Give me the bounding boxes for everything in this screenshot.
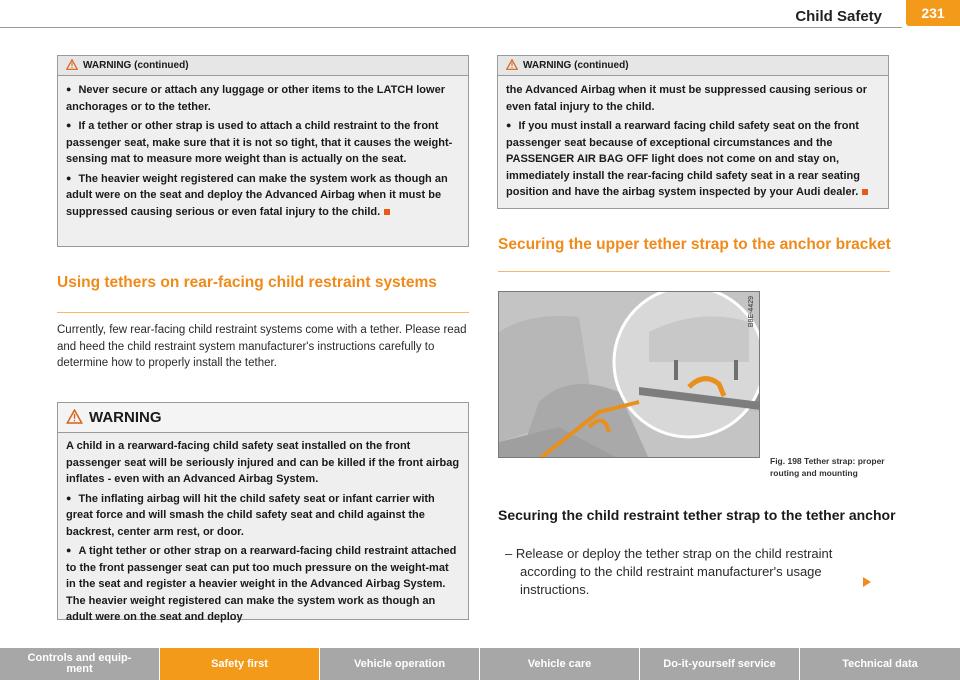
warning-header — [58, 56, 468, 76]
heading-rule — [57, 312, 469, 313]
section-heading: Securing the child restraint tether strap to the tether anchor — [498, 507, 896, 523]
tab-vehicle-operation[interactable]: Vehicle operation — [320, 648, 480, 680]
continue-arrow-icon — [863, 577, 871, 587]
page-header — [0, 0, 960, 30]
tab-technical-data[interactable]: Technical data — [800, 648, 960, 680]
warning-lead: the Advanced Airbag when it must be suppressed causing serious or even fatal injury to the child. — [506, 84, 868, 113]
warning-item: ● The inflating airbag will hit the child safety seat or infant carrier with great force and will smash the child safety seat and child against the backrest, center arm rest, or door. — [66, 491, 460, 541]
chapter-title: Child Safety — [795, 8, 882, 25]
warning-triangle-icon — [66, 409, 89, 427]
figure-caption: Fig. 198 Tether strap: proper routing and mounting — [770, 456, 885, 478]
heading-rule — [498, 271, 890, 272]
tether-strap-illustration — [498, 291, 760, 458]
warning-header — [58, 403, 468, 433]
instruction-step — [505, 545, 885, 599]
warning-heading: WARNING (continued) — [83, 60, 189, 71]
warning-item-last — [506, 118, 880, 201]
end-mark-icon — [862, 189, 868, 195]
warning-body — [58, 76, 468, 227]
warning-triangle-icon — [506, 59, 518, 72]
warning-triangle-icon — [66, 59, 78, 72]
header-rule — [0, 27, 902, 28]
tab-safety-first[interactable]: Safety first — [160, 648, 320, 680]
warning-item-text: ● The heavier weight registered can make the system work as though an adult were on the seat and deploy the Advanced Airbag when it must be suppressed causing serious or even fatal injury to the child. — [66, 173, 448, 218]
instruction-text: Release or deploy the tether strap on the child restraint according to the child restraint manufacturer's usage instructions. — [515, 546, 833, 597]
warning-item: ● Never secure or attach any luggage or other items to the LATCH lower anchorages or to the tether. — [66, 82, 460, 115]
end-mark-icon — [384, 209, 390, 215]
warning-item-last — [66, 171, 460, 221]
warning-item: ● A tight tether or other strap on a rearward-facing child restraint attached to the front passenger seat can put too much pressure on the weight-mat in the seat and register a heavier weight in the Advanced Airbag System. The heavier weight registered can make the system work as though an adult were on the seat and deploy — [66, 543, 460, 626]
page-number: 231 — [906, 0, 960, 26]
warning-body — [58, 433, 468, 633]
section-body: Currently, few rear-facing child restraint systems come with a tether. Please read and heed the child restraint system manufacturer's instructions carefully to determine how to properly install the tether. — [57, 324, 467, 369]
warning-item-text: ● If you must install a rearward facing child safety seat on the front passenger seat because of exceptional circumstances and the PASSENGER AIR BAG OFF light does not come on and stay on, immediately install the rear-facing child safety seat in a rear seating position and have the airbag system inspected by your Audi dealer. — [506, 120, 860, 198]
warning-item: ● If a tether or other strap is used to attach a child restraint to the front passenger seat, make sure that it is not so tight, that it causes the weight-sensing mat to measure more weight than is actually on the seat. — [66, 118, 460, 168]
warning-box-continued-left — [57, 55, 469, 247]
tab-do-it-yourself-service[interactable]: Do-it-yourself service — [640, 648, 800, 680]
tab-controls-and-equipment[interactable]: Controls and equip- ment — [0, 648, 160, 680]
dash-marker: – — [505, 546, 516, 561]
footer-nav — [0, 648, 960, 680]
seat-drawing — [499, 292, 760, 458]
warning-box-continued-right — [497, 55, 889, 209]
section-heading: Using tethers on rear-facing child restraint systems — [57, 274, 437, 291]
warning-heading: WARNING — [89, 409, 162, 426]
section-heading: Securing the upper tether strap to the anchor bracket — [498, 236, 891, 253]
warning-body — [498, 76, 888, 208]
warning-header — [498, 56, 888, 76]
tab-vehicle-care[interactable]: Vehicle care — [480, 648, 640, 680]
warning-heading: WARNING (continued) — [523, 60, 629, 71]
warning-lead: A child in a rearward-facing child safety seat installed on the front passenger seat will be seriously injured and can be killed if the front airbag inflates - even with an Advanced Airbag System. — [66, 440, 460, 485]
warning-box-main — [57, 402, 469, 623]
figure-code: B8E-4429 — [748, 296, 755, 328]
